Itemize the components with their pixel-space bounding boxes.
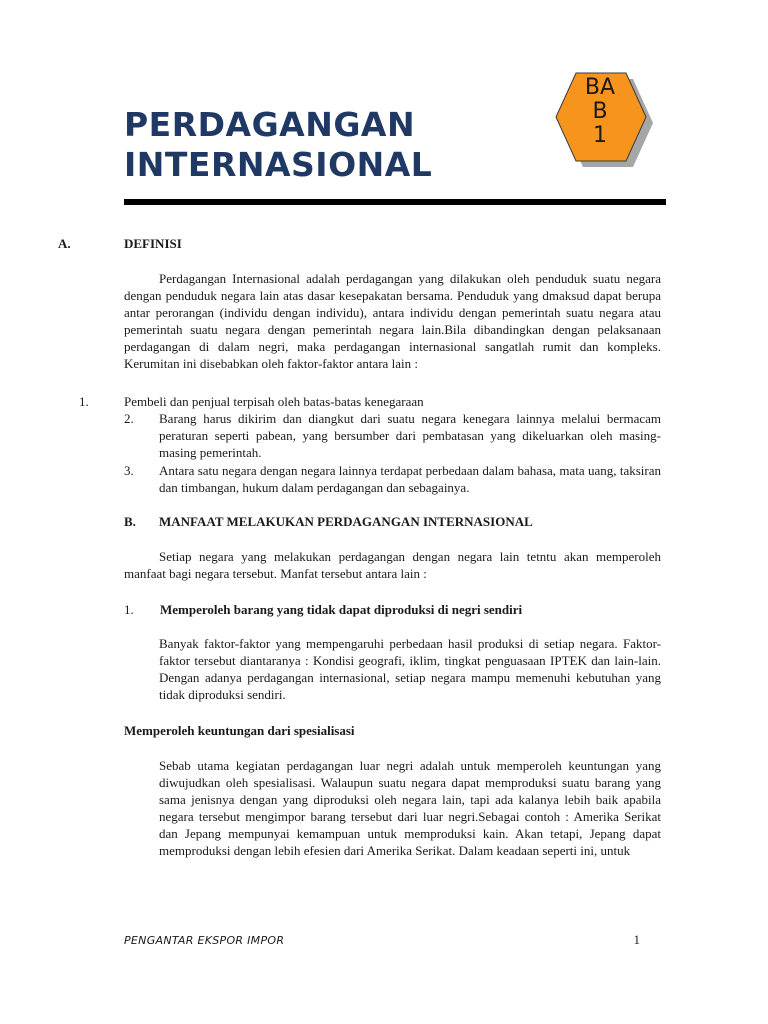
- page-title: [124, 105, 432, 185]
- page-number: 1: [633, 932, 640, 947]
- section-a-paragraph: Perdagangan Internasional adalah perdagangan yang dilakukan oleh penduduk suatu negara dengan penduduk negara lain atas dasar kesepakatan bersama. Penduduk yang dmaksud dapat berupa antar perorangan (individu dengan individu), antara individu dengan pemerintah suatu negara atau pemerintah suatu negara dengan pemerintah negara lain.Bila dibandingkan dengan pelaksanaan perdagangan di dalam negri, maka perdagangan internasional sangatlah rumit dan kompleks. Kerumitan ini disebabkan oleh faktor-faktor antara lain :: [124, 271, 661, 371]
- subsection-2-paragraph: Sebab utama kegiatan perdagangan luar negri adalah untuk memperoleh keuntungan yang diwujudkan oleh spesialisasi. Walaupun suatu negara dapat memproduksi suatu barang yang sama jenisnya dengan yang diproduksi oleh negara lain, tapi ada kalanya lebih baik apabila negara tersebut mengimpor barang tersebut dari luar negri.Sebagai contoh : Amerika Serikat dan Jepang mempunyai kemampuan untuk memproduksi kain. Akan tetapi, Jepang dapat memproduksi dengan lebih efesien dari Amerika Serikat. Dalam keadaan seperti ini, untuk: [159, 758, 661, 858]
- list-item: Barang harus dikirim dan diangkut dari suatu negara kenegara lainnya melalui bermacam peraturan seperti pabean, yang bersumber dari pembatasan yang dikeluarkan oleh masing-masing pemerintah.: [159, 411, 661, 460]
- title-line-2: INTERNASIONAL: [124, 145, 433, 184]
- list-item: Antara satu negara dengan negara lainnya terdapat perbedaan dalam bahasa, mata uang, taksiran dan timbangan, hukum dalam perdagangan dan sebagainya.: [159, 463, 661, 495]
- section-a-letter: A.: [58, 236, 71, 251]
- footer-title: PENGANTAR EKSPOR IMPOR: [124, 934, 285, 947]
- section-a-heading: DEFINISI: [124, 236, 182, 251]
- subsection-1-paragraph: Banyak faktor-faktor yang mempengaruhi perbedaan hasil produksi di setiap negara. Faktor-faktor tersebut diantaranya : Kondisi geografi, iklim, tingkat penguasaan IPTEK dan lain-lain. Dengan adanya perdagangan internasional, setiap negara mampu memenuhi kebutuhan yang tidak diproduksi sendiri.: [159, 636, 661, 702]
- list-item-number: 3.: [124, 463, 134, 478]
- chapter-badge-label: [562, 76, 638, 148]
- title-divider: [124, 199, 666, 205]
- badge-line-1: BA: [584, 75, 616, 100]
- subsection-number: 1.: [124, 602, 134, 617]
- badge-line-2: B: [592, 99, 608, 124]
- title-line-1: PERDAGANGAN: [124, 105, 416, 144]
- subsection-1-heading: Memperoleh barang yang tidak dapat diproduksi di negri sendiri: [160, 602, 523, 617]
- list-item-number: 1.: [79, 394, 89, 409]
- list-item: Pembeli dan penjual terpisah oleh batas-batas kenegaraan: [124, 394, 424, 409]
- section-b-letter: B.: [124, 514, 136, 529]
- subsection-2-heading: Memperoleh keuntungan dari spesialisasi: [124, 723, 355, 738]
- list-item-number: 2.: [124, 411, 134, 426]
- section-b-paragraph: Setiap negara yang melakukan perdagangan dengan negara lain tetntu akan memperoleh manfaat bagi negara tersebut. Manfat tersebut antara lain :: [124, 549, 661, 581]
- section-b-heading: MANFAAT MELAKUKAN PERDAGANGAN INTERNASIONAL: [159, 514, 533, 529]
- badge-line-3: 1: [593, 123, 607, 148]
